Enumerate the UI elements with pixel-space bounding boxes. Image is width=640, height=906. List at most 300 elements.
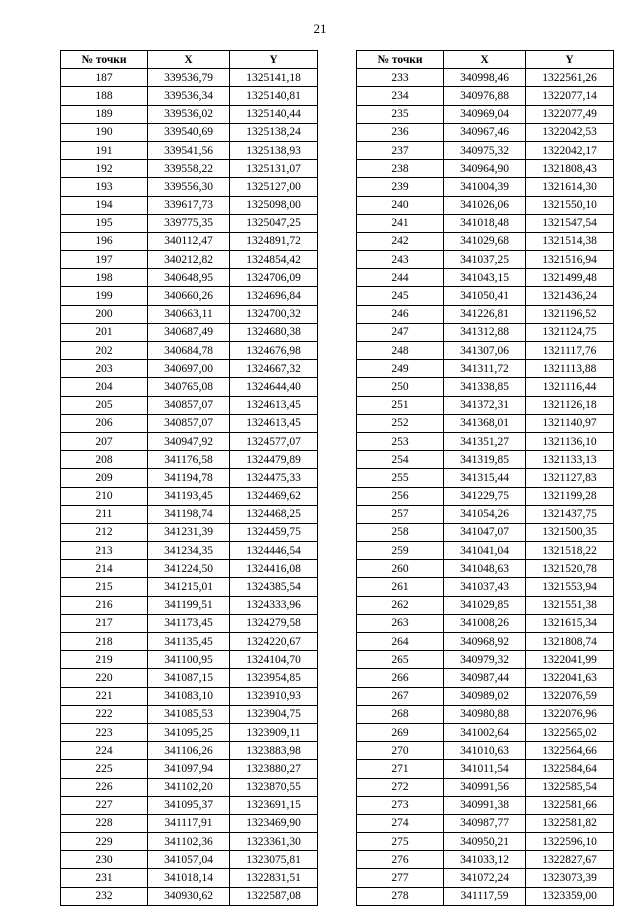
cell-y: 1321547,54: [526, 214, 614, 232]
cell-y: 1322076,59: [526, 687, 614, 705]
cell-y: 1321113,88: [526, 360, 614, 378]
cell-point-number: 250: [357, 378, 444, 396]
table-row: [357, 742, 614, 760]
table-row: [61, 869, 318, 887]
table-body: [61, 69, 318, 906]
cell-y: 1325098,00: [230, 196, 318, 214]
cell-y: 1324676,98: [230, 342, 318, 360]
cell-y: 1325127,00: [230, 178, 318, 196]
cell-y: 1321808,74: [526, 633, 614, 651]
cell-point-number: 228: [61, 814, 148, 832]
cell-point-number: 252: [357, 414, 444, 432]
cell-y: 1323883,98: [230, 742, 318, 760]
table-row: [61, 778, 318, 796]
cell-point-number: 209: [61, 469, 148, 487]
cell-y: 1324680,38: [230, 323, 318, 341]
cell-y: 1321117,76: [526, 342, 614, 360]
cell-point-number: 260: [357, 560, 444, 578]
header-row: [61, 51, 318, 69]
cell-x: 341198,74: [148, 505, 230, 523]
cell-point-number: 262: [357, 596, 444, 614]
coordinates-table-right: [356, 50, 614, 906]
table-row: [61, 342, 318, 360]
table-row: [61, 196, 318, 214]
cell-point-number: 264: [357, 633, 444, 651]
cell-point-number: 259: [357, 542, 444, 560]
table-row: [357, 360, 614, 378]
cell-y: 1321140,97: [526, 414, 614, 432]
table-row: [357, 432, 614, 450]
table-row: [61, 742, 318, 760]
cell-point-number: 235: [357, 105, 444, 123]
cell-y: 1324279,58: [230, 614, 318, 632]
cell-y: 1324891,72: [230, 232, 318, 250]
table-row: [357, 232, 614, 250]
cell-y: 1323691,15: [230, 796, 318, 814]
cell-point-number: 263: [357, 614, 444, 632]
cell-y: 1325131,07: [230, 160, 318, 178]
cell-point-number: 207: [61, 432, 148, 450]
cell-y: 1321551,38: [526, 596, 614, 614]
cell-y: 1323954,85: [230, 669, 318, 687]
cell-x: 341047,07: [444, 523, 526, 541]
cell-point-number: 277: [357, 869, 444, 887]
cell-y: 1322042,17: [526, 141, 614, 159]
table-row: [61, 214, 318, 232]
table-row: [61, 469, 318, 487]
cell-point-number: 199: [61, 287, 148, 305]
cell-point-number: 257: [357, 505, 444, 523]
table-row: [61, 396, 318, 414]
cell-point-number: 247: [357, 323, 444, 341]
table-row: [61, 269, 318, 287]
table-row: [357, 760, 614, 778]
cell-y: 1321499,48: [526, 269, 614, 287]
cell-x: 341033,12: [444, 851, 526, 869]
cell-x: 340765,08: [148, 378, 230, 396]
cell-x: 341193,45: [148, 487, 230, 505]
cell-point-number: 268: [357, 705, 444, 723]
cell-point-number: 198: [61, 269, 148, 287]
cell-x: 340684,78: [148, 342, 230, 360]
table-row: [61, 887, 318, 905]
cell-point-number: 222: [61, 705, 148, 723]
table-row: [61, 487, 318, 505]
cell-point-number: 195: [61, 214, 148, 232]
table-row: [357, 469, 614, 487]
cell-point-number: 270: [357, 742, 444, 760]
table-row: [357, 542, 614, 560]
cell-point-number: 249: [357, 360, 444, 378]
cell-y: 1321553,94: [526, 578, 614, 596]
cell-y: 1324416,08: [230, 560, 318, 578]
cell-x: 340930,62: [148, 887, 230, 905]
cell-y: 1321437,75: [526, 505, 614, 523]
cell-y: 1324469,62: [230, 487, 318, 505]
table-row: [61, 614, 318, 632]
cell-point-number: 211: [61, 505, 148, 523]
cell-y: 1324613,45: [230, 396, 318, 414]
cell-y: 1322077,14: [526, 87, 614, 105]
cell-y: 1325141,18: [230, 69, 318, 87]
cell-x: 340969,04: [444, 105, 526, 123]
cell-point-number: 253: [357, 432, 444, 450]
cell-point-number: 193: [61, 178, 148, 196]
table-row: [61, 378, 318, 396]
cell-point-number: 204: [61, 378, 148, 396]
table-row: [61, 796, 318, 814]
table-row: [61, 578, 318, 596]
cell-point-number: 241: [357, 214, 444, 232]
cell-y: 1322827,67: [526, 851, 614, 869]
cell-point-number: 234: [357, 87, 444, 105]
table-row: [357, 578, 614, 596]
table-row: [61, 833, 318, 851]
cell-x: 341199,51: [148, 596, 230, 614]
cell-x: 340964,90: [444, 160, 526, 178]
cell-point-number: 266: [357, 669, 444, 687]
table-row: [357, 305, 614, 323]
cell-x: 341010,63: [444, 742, 526, 760]
cell-point-number: 191: [61, 141, 148, 159]
table-row: [61, 69, 318, 87]
cell-x: 339536,79: [148, 69, 230, 87]
cell-point-number: 221: [61, 687, 148, 705]
cell-x: 341041,04: [444, 542, 526, 560]
cell-y: 1325138,24: [230, 123, 318, 141]
cell-x: 341018,14: [148, 869, 230, 887]
table-row: [61, 305, 318, 323]
cell-x: 341338,85: [444, 378, 526, 396]
cell-y: 1321436,24: [526, 287, 614, 305]
cell-y: 1324446,54: [230, 542, 318, 560]
cell-y: 1321550,10: [526, 196, 614, 214]
cell-point-number: 256: [357, 487, 444, 505]
cell-x: 341043,15: [444, 269, 526, 287]
cell-point-number: 238: [357, 160, 444, 178]
cell-y: 1321520,78: [526, 560, 614, 578]
cell-x: 341026,06: [444, 196, 526, 214]
cell-y: 1323909,11: [230, 723, 318, 741]
cell-y: 1321614,30: [526, 178, 614, 196]
cell-point-number: 216: [61, 596, 148, 614]
cell-y: 1321518,22: [526, 542, 614, 560]
table-row: [357, 414, 614, 432]
cell-x: 341315,44: [444, 469, 526, 487]
cell-point-number: 200: [61, 305, 148, 323]
cell-y: 1321116,44: [526, 378, 614, 396]
cell-x: 340950,21: [444, 833, 526, 851]
cell-y: 1321199,28: [526, 487, 614, 505]
cell-y: 1323361,30: [230, 833, 318, 851]
cell-point-number: 201: [61, 323, 148, 341]
cell-y: 1322077,49: [526, 105, 614, 123]
table-row: [357, 487, 614, 505]
header-row: [357, 51, 614, 69]
cell-x: 340967,46: [444, 123, 526, 141]
cell-x: 341004,39: [444, 178, 526, 196]
cell-x: 341037,43: [444, 578, 526, 596]
cell-point-number: 227: [61, 796, 148, 814]
cell-point-number: 197: [61, 251, 148, 269]
cell-y: 1324613,45: [230, 414, 318, 432]
cell-x: 339775,35: [148, 214, 230, 232]
table-row: [357, 178, 614, 196]
column-header-x: X: [444, 51, 526, 69]
table-row: [61, 232, 318, 250]
table-row: [357, 778, 614, 796]
cell-y: 1323073,39: [526, 869, 614, 887]
cell-point-number: 206: [61, 414, 148, 432]
cell-point-number: 194: [61, 196, 148, 214]
cell-x: 341229,75: [444, 487, 526, 505]
cell-point-number: 203: [61, 360, 148, 378]
table-row: [357, 887, 614, 905]
cell-point-number: 218: [61, 633, 148, 651]
table-row: [357, 614, 614, 632]
table-row: [357, 523, 614, 541]
cell-y: 1324468,25: [230, 505, 318, 523]
cell-point-number: 244: [357, 269, 444, 287]
cell-point-number: 240: [357, 196, 444, 214]
table-row: [357, 723, 614, 741]
cell-x: 339556,30: [148, 178, 230, 196]
cell-x: 341072,24: [444, 869, 526, 887]
cell-point-number: 213: [61, 542, 148, 560]
cell-x: 340857,07: [148, 414, 230, 432]
table-row: [61, 87, 318, 105]
column-header-y: Y: [526, 51, 614, 69]
table-row: [61, 723, 318, 741]
cell-y: 1324700,32: [230, 305, 318, 323]
cell-x: 341102,36: [148, 833, 230, 851]
cell-y: 1321808,43: [526, 160, 614, 178]
cell-x: 341311,72: [444, 360, 526, 378]
cell-y: 1321615,34: [526, 614, 614, 632]
cell-x: 341085,53: [148, 705, 230, 723]
cell-point-number: 214: [61, 560, 148, 578]
table-row: [61, 633, 318, 651]
cell-y: 1322581,66: [526, 796, 614, 814]
cell-y: 1321500,35: [526, 523, 614, 541]
cell-x: 340980,88: [444, 705, 526, 723]
coordinates-table-left: [60, 50, 318, 906]
cell-point-number: 276: [357, 851, 444, 869]
table-row: [61, 323, 318, 341]
cell-point-number: 208: [61, 451, 148, 469]
cell-x: 340979,32: [444, 651, 526, 669]
cell-x: 341050,41: [444, 287, 526, 305]
cell-point-number: 258: [357, 523, 444, 541]
table-row: [61, 542, 318, 560]
cell-x: 341224,50: [148, 560, 230, 578]
cell-x: 340857,07: [148, 396, 230, 414]
column-header-point-number: № точки: [61, 51, 148, 69]
cell-y: 1321196,52: [526, 305, 614, 323]
cell-x: 341215,01: [148, 578, 230, 596]
table-row: [357, 651, 614, 669]
cell-x: 341037,25: [444, 251, 526, 269]
cell-x: 341100,95: [148, 651, 230, 669]
cell-x: 341194,78: [148, 469, 230, 487]
cell-point-number: 242: [357, 232, 444, 250]
cell-x: 341319,85: [444, 451, 526, 469]
table-row: [357, 251, 614, 269]
cell-y: 1322585,54: [526, 778, 614, 796]
cell-x: 341097,94: [148, 760, 230, 778]
cell-y: 1323910,93: [230, 687, 318, 705]
cell-x: 340991,38: [444, 796, 526, 814]
cell-y: 1324667,32: [230, 360, 318, 378]
cell-y: 1325140,44: [230, 105, 318, 123]
table-row: [357, 214, 614, 232]
table-header: [357, 51, 614, 69]
table-row: [61, 141, 318, 159]
cell-y: 1324706,09: [230, 269, 318, 287]
cell-point-number: 273: [357, 796, 444, 814]
column-header-point-number: № точки: [357, 51, 444, 69]
cell-point-number: 219: [61, 651, 148, 669]
table-row: [61, 560, 318, 578]
cell-point-number: 233: [357, 69, 444, 87]
table-body: [357, 69, 614, 906]
cell-x: 341106,26: [148, 742, 230, 760]
cell-x: 341087,15: [148, 669, 230, 687]
cell-point-number: 245: [357, 287, 444, 305]
cell-x: 341372,31: [444, 396, 526, 414]
cell-y: 1324459,75: [230, 523, 318, 541]
cell-point-number: 275: [357, 833, 444, 851]
cell-x: 341368,01: [444, 414, 526, 432]
cell-point-number: 225: [61, 760, 148, 778]
table-row: [357, 342, 614, 360]
cell-x: 341351,27: [444, 432, 526, 450]
table-row: [357, 505, 614, 523]
cell-x: 340112,47: [148, 232, 230, 250]
table-row: [357, 141, 614, 159]
table-row: [357, 269, 614, 287]
table-row: [61, 414, 318, 432]
cell-x: 341102,20: [148, 778, 230, 796]
table-row: [357, 451, 614, 469]
cell-y: 1321133,13: [526, 451, 614, 469]
table-row: [357, 814, 614, 832]
cell-point-number: 261: [357, 578, 444, 596]
cell-x: 341048,63: [444, 560, 526, 578]
cell-y: 1324644,40: [230, 378, 318, 396]
table-row: [357, 705, 614, 723]
table-row: [357, 323, 614, 341]
cell-point-number: 188: [61, 87, 148, 105]
cell-x: 341176,58: [148, 451, 230, 469]
cell-x: 341173,45: [148, 614, 230, 632]
cell-point-number: 226: [61, 778, 148, 796]
table-row: [61, 505, 318, 523]
column-header-y: Y: [230, 51, 318, 69]
cell-point-number: 246: [357, 305, 444, 323]
cell-y: 1322561,26: [526, 69, 614, 87]
cell-x: 339536,34: [148, 87, 230, 105]
table-row: [357, 869, 614, 887]
table-row: [357, 378, 614, 396]
cell-x: 341226,81: [444, 305, 526, 323]
cell-y: 1324475,33: [230, 469, 318, 487]
cell-point-number: 189: [61, 105, 148, 123]
cell-x: 341095,37: [148, 796, 230, 814]
cell-y: 1324577,07: [230, 432, 318, 450]
cell-point-number: 202: [61, 342, 148, 360]
cell-x: 340991,56: [444, 778, 526, 796]
cell-x: 339540,69: [148, 123, 230, 141]
cell-point-number: 248: [357, 342, 444, 360]
cell-y: 1323880,27: [230, 760, 318, 778]
table-row: [61, 178, 318, 196]
table-row: [61, 851, 318, 869]
table-row: [61, 287, 318, 305]
cell-point-number: 231: [61, 869, 148, 887]
table-row: [61, 760, 318, 778]
cell-point-number: 239: [357, 178, 444, 196]
cell-x: 341018,48: [444, 214, 526, 232]
cell-y: 1325138,93: [230, 141, 318, 159]
cell-y: 1322041,99: [526, 651, 614, 669]
cell-x: 340663,11: [148, 305, 230, 323]
table-row: [357, 87, 614, 105]
cell-point-number: 254: [357, 451, 444, 469]
cell-y: 1323469,90: [230, 814, 318, 832]
cell-y: 1322831,51: [230, 869, 318, 887]
cell-y: 1321516,94: [526, 251, 614, 269]
cell-point-number: 265: [357, 651, 444, 669]
cell-point-number: 217: [61, 614, 148, 632]
cell-y: 1325047,25: [230, 214, 318, 232]
table-row: [357, 160, 614, 178]
cell-x: 341002,64: [444, 723, 526, 741]
cell-x: 341231,39: [148, 523, 230, 541]
table-row: [61, 451, 318, 469]
cell-point-number: 272: [357, 778, 444, 796]
table-row: [357, 833, 614, 851]
cell-x: 341029,68: [444, 232, 526, 250]
table-row: [61, 687, 318, 705]
page-number: 21: [313, 21, 327, 36]
cell-y: 1324333,96: [230, 596, 318, 614]
cell-x: 339536,02: [148, 105, 230, 123]
cell-point-number: 205: [61, 396, 148, 414]
table-row: [357, 287, 614, 305]
cell-x: 341307,06: [444, 342, 526, 360]
cell-point-number: 229: [61, 833, 148, 851]
cell-point-number: 236: [357, 123, 444, 141]
cell-y: 1323359,00: [526, 887, 614, 905]
cell-x: 341117,91: [148, 814, 230, 832]
cell-x: 341234,35: [148, 542, 230, 560]
cell-y: 1324854,42: [230, 251, 318, 269]
cell-x: 339541,56: [148, 141, 230, 159]
cell-point-number: 278: [357, 887, 444, 905]
cell-point-number: 192: [61, 160, 148, 178]
cell-y: 1323904,75: [230, 705, 318, 723]
table-row: [61, 432, 318, 450]
cell-x: 339558,22: [148, 160, 230, 178]
cell-x: 341135,45: [148, 633, 230, 651]
table-header: [61, 51, 318, 69]
table-row: [61, 251, 318, 269]
table-row: [357, 633, 614, 651]
table-row: [61, 596, 318, 614]
table-row: [61, 360, 318, 378]
table-row: [61, 160, 318, 178]
